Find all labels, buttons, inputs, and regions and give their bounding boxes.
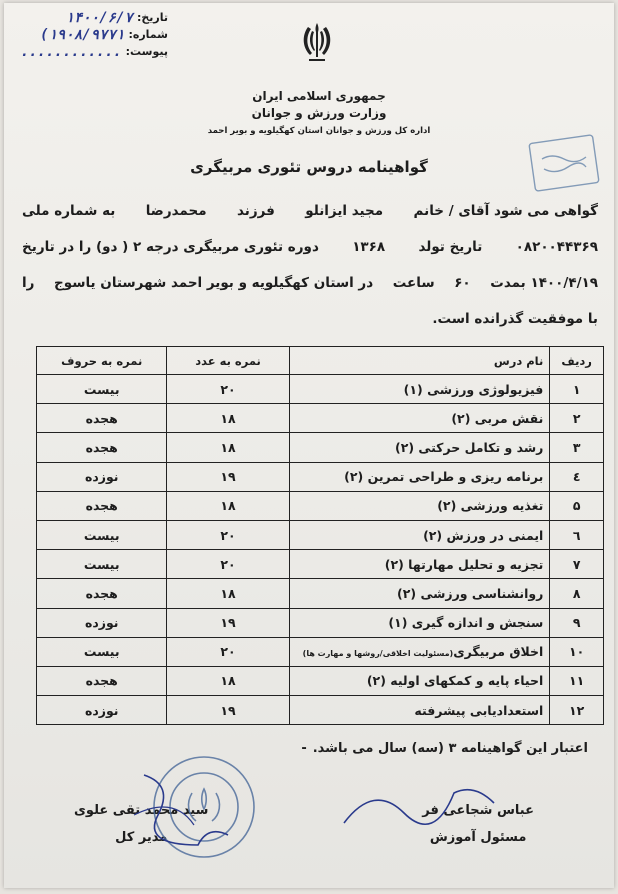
- certificate-page: [4, 3, 614, 888]
- table-row: [37, 375, 604, 404]
- table-row: [37, 579, 604, 608]
- cell-course: نقش مربی (۲): [289, 404, 550, 433]
- cell-grade-text: هجده: [37, 491, 167, 520]
- certificate-title: گواهینامه دروس تئوری مربیگری: [190, 158, 428, 176]
- table-row: [37, 550, 604, 579]
- table-header-row: [37, 347, 604, 375]
- ministry-name: وزارت ورزش و جوانان: [251, 106, 387, 120]
- certificate-body: [22, 193, 598, 337]
- date-label: تاریخ:: [136, 11, 168, 24]
- cell-course: فیزیولوژی ورزشی (۱): [289, 375, 550, 404]
- cell-row-no: ۱۱: [550, 666, 604, 695]
- table-row: [37, 433, 604, 462]
- validity-note: اعتبار این گواهینامه ۳ (سه) سال می باشد.-: [301, 741, 588, 756]
- cell-row-no: ۲: [550, 404, 604, 433]
- body-line-4: با موفقیت گذرانده است.: [432, 311, 598, 327]
- header-grade-text: نمره به حروف: [37, 347, 167, 375]
- table-row: [37, 462, 604, 491]
- cell-grade-num: ۱۹: [167, 608, 289, 637]
- issuer-header: [84, 89, 554, 136]
- attachment-label: پیوست:: [125, 45, 168, 58]
- cell-row-no: ۱: [550, 375, 604, 404]
- cell-grade-text: هجده: [37, 404, 167, 433]
- cell-course: احیاء پایه و کمکهای اولیه (۲): [289, 666, 550, 695]
- table-row: [37, 404, 604, 433]
- cell-grade-text: نوزده: [37, 696, 167, 725]
- cell-row-no: ۱۲: [550, 696, 604, 725]
- cell-course: تجزیه و تحلیل مهارتها (۲): [289, 550, 550, 579]
- cell-grade-num: ۲۰: [167, 637, 289, 666]
- cell-row-no: ۹: [550, 608, 604, 637]
- header-course: نام درس: [289, 347, 550, 375]
- cell-row-no: ٤: [550, 462, 604, 491]
- cell-grade-num: ۱۸: [167, 404, 289, 433]
- body-line-2: ۰۸۲۰۰۴۴۳۶۹ تاریخ تولد ۱۳۶۸ دوره تئوری مربیگری درجه ۲ ( دو) را در تاریخ: [22, 239, 598, 255]
- grades-table: [36, 346, 604, 725]
- cell-grade-text: هجده: [37, 433, 167, 462]
- cell-grade-num: ۱۹: [167, 696, 289, 725]
- cell-grade-num: ۲۰: [167, 550, 289, 579]
- cell-row-no: ۵: [550, 491, 604, 520]
- cell-course: ایمنی در ورزش (۲): [289, 520, 550, 549]
- cell-grade-num: ۱۸: [167, 491, 289, 520]
- cell-grade-num: ۲۰: [167, 375, 289, 404]
- date-value: ۱۴۰۰/۶/۷: [65, 9, 133, 26]
- cell-row-no: ۷: [550, 550, 604, 579]
- cell-grade-text: نوزده: [37, 462, 167, 491]
- cell-row-no: ٦: [550, 520, 604, 549]
- cell-row-no: ۳: [550, 433, 604, 462]
- cell-grade-num: ۱۸: [167, 433, 289, 462]
- cell-grade-num: ۱۸: [167, 666, 289, 695]
- header-grade-num: نمره به عدد: [167, 347, 289, 375]
- cell-grade-text: بیست: [37, 520, 167, 549]
- cell-grade-num: ۱۸: [167, 579, 289, 608]
- cell-grade-text: بیست: [37, 637, 167, 666]
- cell-grade-text: نوزده: [37, 608, 167, 637]
- cell-course: تغذیه ورزشی (۲): [289, 491, 550, 520]
- republic-name: جمهوری اسلامی ایران: [252, 89, 386, 103]
- iran-emblem-icon: [296, 17, 338, 69]
- cell-course: رشد و تکامل حرکتی (۲): [289, 433, 550, 462]
- signer-name-education: عباس شجاعی فر: [422, 803, 534, 818]
- cell-course: برنامه ریزی و طراحی تمرین (۲): [289, 462, 550, 491]
- cell-grade-text: هجده: [37, 579, 167, 608]
- office-seal-icon: [146, 751, 262, 863]
- signer-name-director: سید محمد تقی علوی: [74, 803, 209, 818]
- signer-role-education: مسئول آموزش: [429, 830, 527, 845]
- table-row: [37, 608, 604, 637]
- table-row: [37, 491, 604, 520]
- letter-meta: تاریخ: ۱۴۰۰/۶/۷ شماره: (۱۹۰۸/۹۷۷۱ پیوست: ............: [20, 9, 168, 60]
- office-name: اداره کل ورزش و جوانان استان کهگیلویه و بویر احمد: [207, 126, 431, 136]
- cell-course: اخلاق مربیگری(مسئولیت اخلاقی/روشها و مهارت ها): [289, 637, 550, 666]
- signer-role-director: مدیر کل: [115, 830, 168, 845]
- body-line-1: گواهی می شود آقای / خانم مجید ایزانلو فرزند محمدرضا به شماره ملی: [22, 203, 598, 219]
- signature-education: [422, 803, 534, 845]
- table-row: [37, 520, 604, 549]
- table-row: [37, 666, 604, 695]
- cell-course: استعدادیابی پیشرفته: [289, 696, 550, 725]
- header-row-no: ردیف: [550, 347, 604, 375]
- number-value: (۱۹۰۸/۹۷۷۱: [40, 26, 125, 43]
- cell-grade-num: ۲۰: [167, 520, 289, 549]
- cell-row-no: ۸: [550, 579, 604, 608]
- cell-grade-num: ۱۹: [167, 462, 289, 491]
- cell-grade-text: بیست: [37, 375, 167, 404]
- cell-grade-text: بیست: [37, 550, 167, 579]
- cell-grade-text: هجده: [37, 666, 167, 695]
- table-row: [37, 637, 604, 666]
- cell-course: سنجش و اندازه گیری (۱): [289, 608, 550, 637]
- course-note: (مسئولیت اخلاقی/روشها و مهارت ها): [302, 649, 454, 659]
- body-line-3: ۱۴۰۰/۴/۱۹ بمدت ۶۰ ساعت در استان کهگیلویه و بویر احمد شهرستان یاسوج را: [22, 275, 598, 291]
- cell-course: روانشناسی ورزشی (۲): [289, 579, 550, 608]
- cell-row-no: ۱۰: [550, 637, 604, 666]
- table-row: [37, 696, 604, 725]
- number-label: شماره:: [128, 28, 168, 41]
